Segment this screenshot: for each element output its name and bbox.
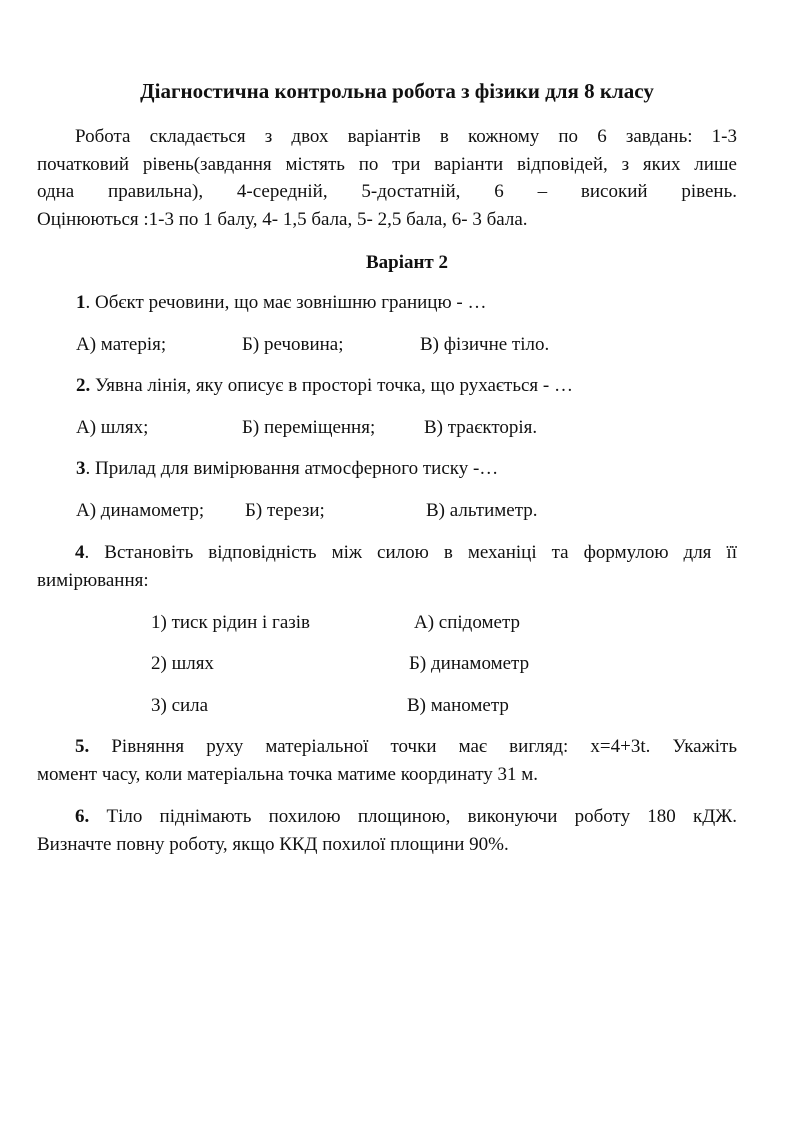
question-2 [76, 373, 573, 399]
variant-heading: Варіант 2 [365, 252, 449, 273]
intro-line-4: Оцінюються :1-3 по 1 балу, 4- 1,5 бала, 5- 2,5 бала, 6- 3 бала. [37, 208, 528, 230]
question-4-line-1 [37, 539, 737, 567]
match-left-2: 2) шлях [151, 653, 214, 674]
question-4-number: 4 [75, 542, 85, 563]
question-4 [37, 539, 737, 595]
intro-line-2: початковий рівень(завдання містять по три варіанти відповідей, з яких лише [37, 153, 737, 175]
question-5-text-1: Рівняння руху матеріальної точки має вигляд: x=4+3t. Укажіть [89, 736, 737, 757]
question-1-option-c: В) фізичне тіло. [420, 334, 550, 355]
intro-line-1: Робота складається з двох варіантів в кожному по 6 завдань: 1-3 [75, 126, 737, 147]
question-5-number: 5. [75, 736, 90, 757]
question-1-option-a: А) матерія; [76, 334, 167, 355]
question-6-text-1: Тіло піднімають похилою площиною, виконуючи роботу 180 кДЖ. [89, 806, 737, 827]
question-3-text: . Прилад для вимірювання атмосферного тиску -… [85, 458, 499, 479]
question-3-option-a: А) динамометр; [76, 500, 205, 521]
question-5 [37, 733, 737, 789]
question-1-text: . Обєкт речовини, що має зовнішню границю - … [85, 292, 487, 313]
match-right-1: А) спідометр [414, 612, 520, 633]
question-1-number: 1 [76, 292, 86, 313]
question-1 [76, 290, 487, 316]
question-2-option-c: В) траєкторія. [424, 417, 538, 438]
question-4-line-2: вимірювання: [37, 570, 149, 591]
question-3-option-c: В) альтиметр. [426, 500, 538, 521]
question-1-option-b: Б) речовина; [242, 334, 344, 355]
question-2-text: Уявна лінія, яку описує в просторі точка, що рухається - … [90, 375, 573, 396]
question-2-number: 2. [76, 375, 91, 396]
question-6-number: 6. [75, 806, 90, 827]
page-title: Діагностична контрольна робота з фізики для 8 класу [140, 79, 654, 103]
question-3-option-b: Б) терези; [245, 500, 325, 521]
question-5-line-2: момент часу, коли матеріальна точка матиме координату 31 м. [37, 764, 539, 785]
match-left-3: 3) сила [151, 695, 209, 716]
question-6 [37, 803, 737, 859]
question-5-line-1 [37, 733, 737, 761]
match-left-1: 1) тиск рідин і газів [151, 612, 311, 633]
question-2-option-b: Б) переміщення; [242, 417, 376, 438]
question-6-line-2: Визначте повну роботу, якщо ККД похилої площини 90%. [37, 834, 509, 855]
question-6-line-1 [37, 803, 737, 831]
intro-line-3: одна правильна), 4-середній, 5-достатній, 6 – високий рівень. [37, 181, 737, 202]
question-2-option-a: А) шлях; [76, 417, 149, 438]
question-3 [76, 456, 498, 482]
intro-paragraph [37, 123, 737, 233]
question-3-number: 3 [76, 458, 86, 479]
question-4-text-1: . Встановіть відповідність між силою в механіці та формулою для її [84, 542, 737, 563]
match-right-3: В) манометр [407, 695, 509, 716]
match-right-2: Б) динамометр [409, 653, 530, 674]
